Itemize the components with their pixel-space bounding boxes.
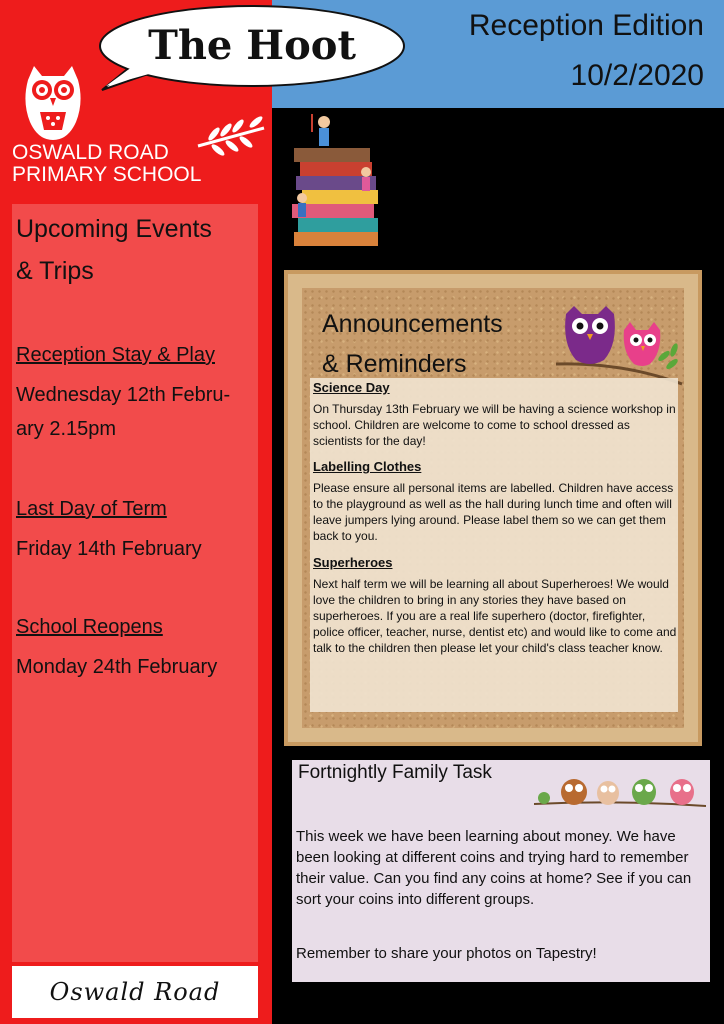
school-name-line2: PRIMARY SCHOOL	[12, 163, 202, 186]
leaf-branch-icon	[196, 110, 266, 156]
school-name	[12, 142, 201, 186]
event-detail-line2: ary 2.15pm	[16, 418, 117, 440]
event-detail: Friday 14th February	[16, 538, 202, 560]
edition-info	[469, 6, 704, 96]
announcement-text: Please ensure all personal items are labelled. Children have access to the playground as well as the hall during lunch time and often will leave jumpers lying around. Please label them so we can get them back to you.	[313, 481, 674, 543]
family-task-note: Remember to share your photos on Tapestry!	[296, 945, 597, 962]
book-stack-icon	[288, 112, 388, 258]
event-heading: Last Day of Term	[16, 498, 167, 520]
family-task-title: Fortnightly Family Task	[298, 762, 492, 783]
announcement-heading: Superheroes	[313, 555, 393, 570]
announcement-text: On Thursday 13th February we will be having a science workshop in school. Children are welcome to come to school dressed as scientists for the day!	[313, 402, 676, 448]
owl-logo-icon	[20, 62, 86, 142]
events-title	[16, 208, 256, 292]
announcements-title-line1: Announcements	[322, 310, 503, 338]
announcements-title-line2: & Reminders	[322, 350, 467, 378]
school-name-line1: OSWALD ROAD	[12, 141, 169, 164]
event-heading: Reception Stay & Play	[16, 344, 215, 366]
events-panel	[12, 204, 258, 962]
edition-label: Reception Edition	[468, 9, 704, 42]
event-detail	[16, 378, 256, 446]
family-task-text: This week we have been learning about money. We have been looking at different coins and trying hard to remember their value. Can you find any coins at home? See if you can sort your coins into different groups.	[296, 828, 692, 908]
announcement-superheroes	[313, 555, 677, 656]
edition-date: 10/2/2020	[570, 59, 704, 92]
events-title-line1: Upcoming Events	[16, 215, 212, 243]
footer-text: Oswald Road	[49, 978, 221, 1006]
footer-box	[12, 966, 258, 1018]
announcement-labelling-clothes	[313, 459, 677, 544]
announcement-heading: Labelling Clothes	[313, 459, 422, 474]
events-title-line2: & Trips	[16, 257, 94, 285]
announcement-text: Next half term we will be learning all about Superheroes! We would love the children to bring in any stories they have based on superheroes. If you are a real life superhero (doctor, firefighter, police officer, teacher, nurse, dentist etc) and would like to come and talk to the children then please let your child's class teacher know.	[313, 577, 677, 655]
event-heading: School Reopens	[16, 616, 163, 638]
announcement-heading: Science Day	[313, 380, 390, 395]
newsletter-title: The Hoot	[148, 22, 356, 69]
announcements-title	[322, 304, 552, 384]
announcement-science-day	[313, 380, 677, 449]
event-detail: Monday 24th February	[16, 656, 218, 678]
small-owls-icon	[534, 772, 706, 810]
event-detail-line1: Wednesday 12th Febru-	[16, 384, 231, 406]
